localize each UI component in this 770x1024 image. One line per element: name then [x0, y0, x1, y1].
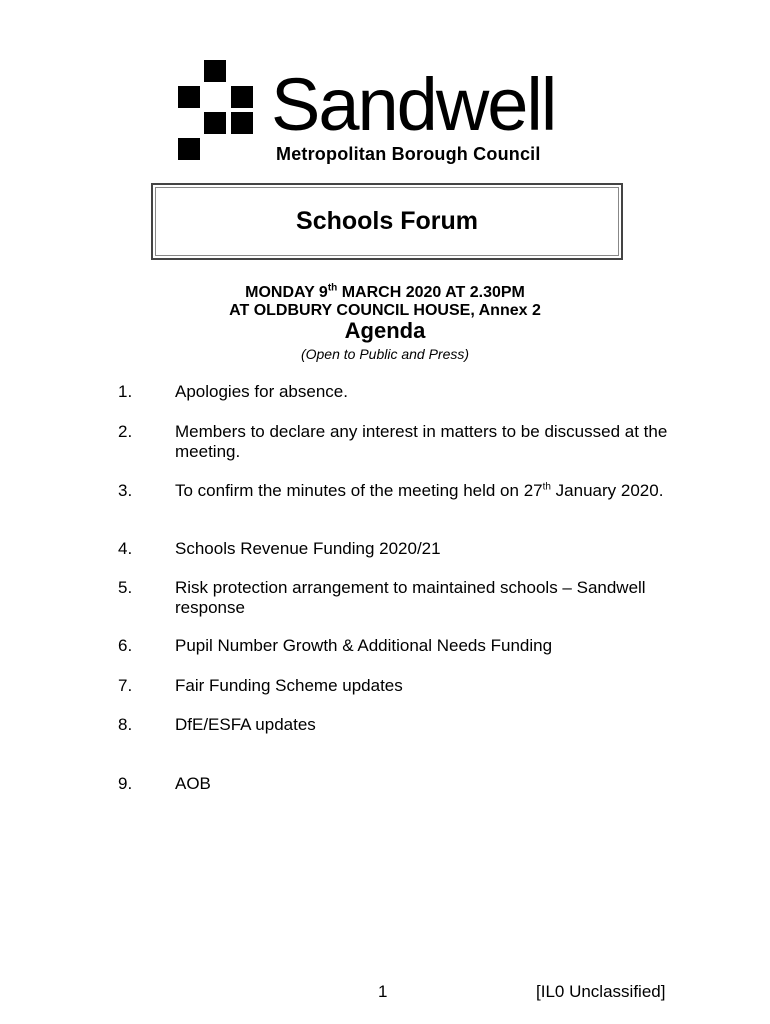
classification-label: [IL0 Unclassified]	[536, 982, 666, 1001]
meeting-venue: AT OLDBURY COUNCIL HOUSE, Annex 2	[229, 302, 541, 319]
agenda-item-number: 3.	[118, 481, 133, 500]
agenda-item-text: Pupil Number Growth & Additional Needs Funding	[175, 636, 553, 655]
agenda-item-number: 9.	[118, 774, 133, 793]
sandwell-logo	[176, 58, 586, 168]
logo-wordmark: Sandwell	[271, 63, 556, 146]
agenda-item-text: Risk protection arrangement to maintained schools – Sandwell response	[175, 578, 646, 617]
page-number: 1	[378, 982, 388, 1001]
meeting-date	[0, 284, 770, 302]
agenda-item-number: 5.	[118, 578, 133, 597]
page-title: Schools Forum	[296, 207, 478, 235]
agenda-item-text-sup: th	[542, 481, 551, 493]
agenda-item-text: Schools Revenue Funding 2020/21	[175, 539, 441, 558]
agenda-item-number: 6.	[118, 636, 133, 655]
meeting-date-rest: MARCH 2020 AT 2.30PM	[337, 284, 525, 301]
meeting-date-suffix: th	[327, 282, 338, 294]
agenda-item-number: 1.	[118, 382, 133, 401]
agenda-item-number: 8.	[118, 715, 133, 734]
agenda-heading: Agenda	[344, 318, 426, 343]
meeting-date-prefix: MONDAY 9	[245, 284, 328, 301]
agenda-item-number: 7.	[118, 676, 133, 695]
agenda-item-text-b: January 2020.	[550, 481, 664, 500]
agenda-item-number: 2.	[118, 422, 133, 441]
agenda-item-text: AOB	[175, 774, 211, 793]
logo-subtitle: Metropolitan Borough Council	[276, 144, 541, 164]
agenda-item-text: Fair Funding Scheme updates	[175, 676, 403, 695]
agenda-item-text: Apologies for absence.	[175, 382, 348, 401]
agenda-item-text-a: To confirm the minutes of the meeting held on 27	[175, 481, 543, 500]
agenda-item-text: Members to declare any interest in matters to be discussed at the meeting.	[175, 422, 668, 461]
agenda-item-number: 4.	[118, 539, 133, 558]
agenda-item-text: DfE/ESFA updates	[175, 715, 316, 734]
title-box	[151, 183, 623, 260]
agenda-note: (Open to Public and Press)	[300, 346, 470, 362]
agenda-item-text	[175, 481, 685, 501]
